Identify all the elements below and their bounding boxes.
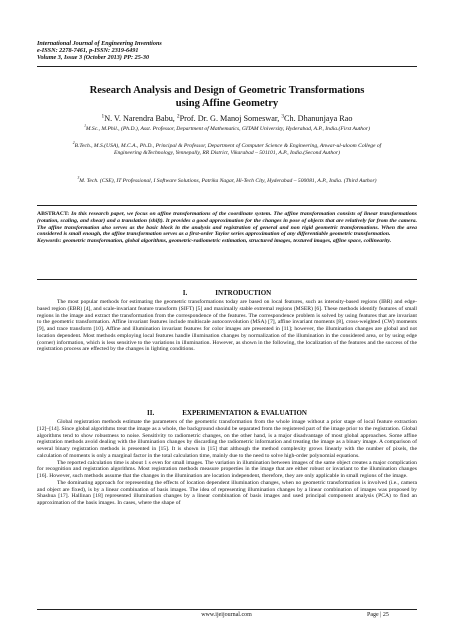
- section-2-number: II.: [147, 409, 155, 417]
- abstract-text: In this research paper, we focus on affine transformations of the coordinate system. The affine transformation consists of linear transformations (rotation, scaling, and shear) and a translation (shift). It provides a good approximation for the changes in pose of objects that are relatively far from the camera. The affine transformation also serves as the basic block in the analysis and registration of general and non rigid geometric transformations. When the area considered is small enough, the affine transformation serves as a first-order Taylor series approximation of any differentiable geometric transformation.: [37, 211, 417, 238]
- journal-header: [37, 40, 417, 62]
- section-2-heading: [37, 409, 417, 417]
- section-2-title: EXPERIMENTATION & EVALUATION: [182, 409, 307, 417]
- affiliation-1-mark: 1: [84, 124, 86, 129]
- section-1-paragraph: The most popular methods for estimating the geometric transformations today are based on local features, such as intensity-based regions (IBR) and edge-based region (EBR) [4], and scale-invariant feature transform (SIFT) [5] and maximally stable extremal regions (MSER) [6]. These methods identify features of small regions in the image and extract the transformation from the correspondence of the features. The correspondence problem is solved by using features that are invariant to the geometric transformation. Affine invariant features include multiscale autoconvolution (MSA) [7], affine invariant moments [8], cross-weighted (CW) moments [9], and trace transform [10]. Affine and illumination invariant features for color images are presented in [11]; however, the illumination changes are global and not location dependent. Most methods employing local features handle illumination changes by normalization of the illumination in the considered area, or by using edge (corner) information, which is less sensitive to the variations in illumination. However, as shown in the following, the localization of the features and the success of the registration process are effected by the changes in lighting conditions.: [37, 299, 417, 353]
- affiliation-2-mark: 2: [72, 141, 75, 146]
- journal-name: International Journal of Engineering Inventions: [37, 40, 162, 47]
- abstract-block: [37, 211, 417, 245]
- footer-page-number: Page | 25: [367, 612, 389, 618]
- section-2-paragraph-2: The reported calculation time is about 1 s even for small images. The variation in illumination between images of the same object creates a major complication for recognition and registration algorithms. Most registration methods measure properties in the image that are either robust or invariant to the illumination changes [16]. However, such methods assume that the changes in the illumination are location independent, therefore, they are only applicable in small regions of the image.: [37, 459, 417, 479]
- affiliation-3-text: M. Tech. (CSE), IT Professional, I Software Solutions, Patrika Nagar, Hi-Tech City, Hyderabad – 500081, A.P., India. (Third Author): [79, 178, 377, 184]
- section-1-number: I.: [182, 289, 188, 297]
- author-3-mark: 3: [281, 113, 285, 120]
- section-2-paragraph-3: The dominating approach for representing the effects of location dependent illumination changes, when no geometric transformation is involved (i.e., camera and object are fixed), is by a linear combination of basis images. The idea of representing illumination changes by a linear combination of images was proposed by Shashua [17]. Hallinan [18] represented illumination changes by a linear combination of basis images and used principal component analysis (PCA) to find an approximation of the basis images. In cases, where the shape of: [37, 479, 417, 506]
- footer-rule: [37, 609, 417, 610]
- author-2-mark: 2: [176, 113, 180, 120]
- section-1-heading: [37, 289, 417, 297]
- author-3: Ch. Dhanunjaya Rao: [284, 114, 353, 123]
- affiliation-1-text: M.Sc., M.Phil., (Ph.D.), Asst. Professor, Department of Mathematics, GITAM University, Hyderabad, A.P., India.(First Author): [85, 126, 370, 132]
- keywords-text: geometric transformation, global algorithms, geometric-radiometric estimation, structured images, textured images, affine space, collinearity.: [61, 238, 392, 244]
- section-2-paragraph-1: Global registration methods estimate the parameters of the geometric transformation from the whole image without a prior stage of local feature extraction [12]–[14]. Since global algorithms treat the image as a whole, the background should be separated from the registered part of the image prior to the registration. Global algorithms tend to show robustness to noise. Sensitivity to radiometric changes, on the other hand, is a major disadvantage of most global approaches. Some affine registration methods avoid dealing with the illumination changes by discarding the radiometric information and treating the image as a binary image. A comparison of several binary registration methods is presented in [15]. It is shown in [15] that although the method complexity grows linearly with the number of pixels, the calculation of moments is only a marginal factor in the total calculation time, mainly due to the need to solve high-order polynomial equations.: [37, 419, 417, 459]
- author-2: Prof. Dr. G. Manoj Someswar,: [179, 114, 282, 123]
- section-1-title: INTRODUCTION: [215, 289, 272, 297]
- author-list: [37, 114, 417, 124]
- section-1-body: [37, 299, 417, 353]
- affiliation-3: [60, 178, 394, 185]
- abstract-rule-bottom: [37, 279, 417, 280]
- author-1-mark: 1: [101, 113, 105, 120]
- author-1: N. V. Narendra Babu,: [104, 114, 177, 123]
- paper-title: [37, 84, 417, 110]
- abstract-label: ABSTRACT:: [37, 211, 70, 217]
- journal-issn: e-ISSN: 2278-7461, p-ISSN: 2319-6491: [37, 47, 139, 55]
- footer-url[interactable]: www.ijeijournal.com: [201, 612, 252, 618]
- keywords-label: Keywords:: [37, 238, 62, 244]
- abstract-rule-top: [37, 205, 417, 206]
- affiliation-1: [60, 126, 394, 133]
- title-line-2: using Affine Geometry: [175, 98, 279, 109]
- journal-volume: Volume 3, Issue 3 (October 2013) PP: 25-30: [37, 54, 150, 62]
- affiliation-2: [60, 143, 394, 157]
- affiliation-2-text: B.Tech., M.S.(USA), M.C.A., Ph.D., Principal & Professor, Department of Computer Science & Engineering, Anwar-ul-uloom College of Engineering &Technology, Yennepally, RR District, Vikarabad – 501101, A.P., India.(Second Author): [74, 143, 382, 156]
- section-2-body: [37, 419, 417, 507]
- affiliation-3-mark: 3: [77, 176, 80, 181]
- header-rule: [37, 66, 417, 67]
- title-line-1: Research Analysis and Design of Geometric Transformations: [89, 85, 365, 96]
